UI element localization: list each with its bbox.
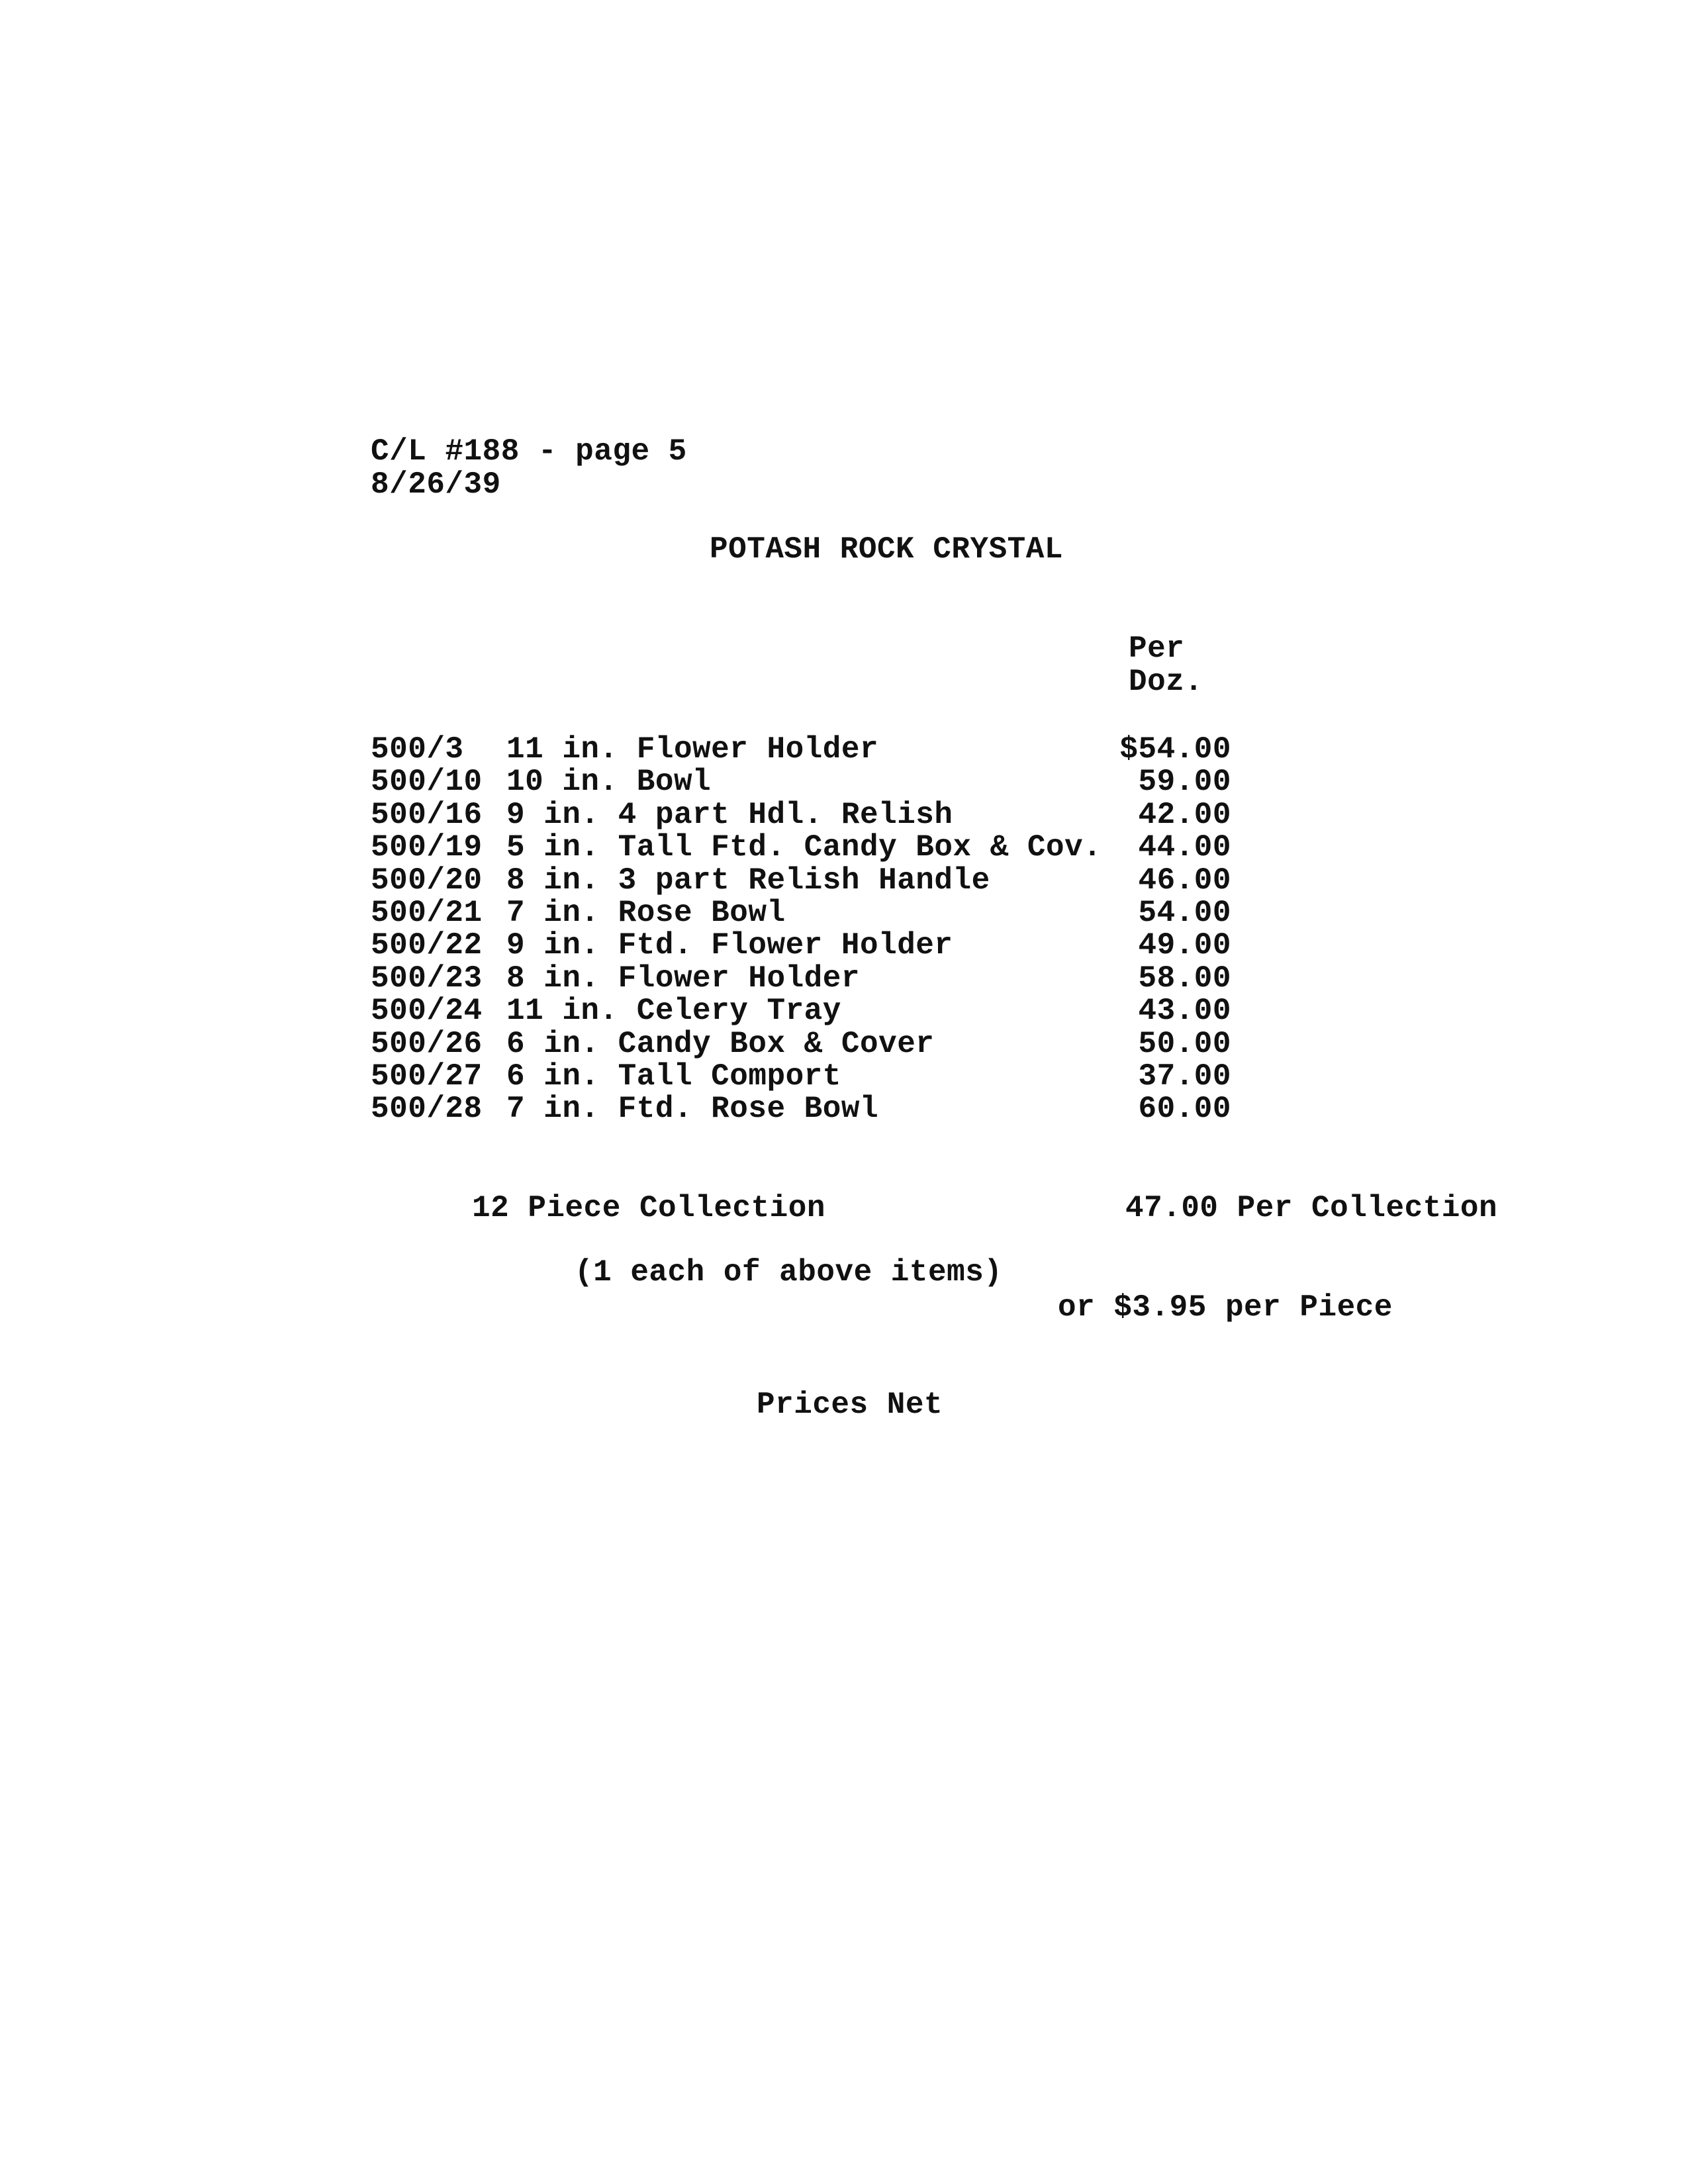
- item-price: 43.00: [1138, 994, 1231, 1029]
- list-item: [371, 1092, 1231, 1125]
- item-code: 500/26: [371, 1026, 483, 1061]
- item-price: 50.00: [1138, 1026, 1231, 1061]
- item-description: 5 in. Tall Ftd. Candy Box & Cov.: [506, 830, 1102, 865]
- collection-label: 12 Piece Collection: [472, 1191, 825, 1225]
- item-code: 500/16: [371, 797, 483, 832]
- prices-net-footer: Prices Net: [757, 1388, 943, 1422]
- item-description: 7 in. Ftd. Rose Bowl: [506, 1092, 879, 1127]
- item-code: 500/19: [371, 830, 483, 865]
- list-item: [371, 994, 1231, 1027]
- list-item: [371, 733, 1231, 765]
- item-price: 46.00: [1138, 863, 1231, 898]
- list-item: [371, 896, 1231, 929]
- item-price: 44.00: [1138, 830, 1231, 865]
- list-item: [371, 1027, 1231, 1060]
- price-column-header-line2: Doz.: [1129, 665, 1203, 699]
- item-description: 9 in. 4 part Hdl. Relish: [506, 797, 953, 832]
- list-item: [371, 798, 1231, 831]
- item-code: 500/28: [371, 1092, 483, 1127]
- item-price: 58.00: [1138, 961, 1231, 996]
- item-code: 500/24: [371, 994, 483, 1029]
- collection-note: (1 each of above items): [575, 1255, 1003, 1290]
- item-description: 7 in. Rose Bowl: [506, 895, 786, 930]
- item-description: 10 in. Bowl: [506, 765, 712, 800]
- item-description: 8 in. Flower Holder: [506, 961, 860, 996]
- item-price: 49.00: [1138, 928, 1231, 963]
- item-code: 500/21: [371, 895, 483, 930]
- list-item: [371, 1060, 1231, 1092]
- document-date: 8/26/39: [371, 467, 501, 502]
- item-code: 500/3: [371, 732, 464, 767]
- document-title: POTASH ROCK CRYSTAL: [710, 532, 1063, 567]
- item-code: 500/10: [371, 765, 483, 800]
- list-item: [371, 929, 1231, 961]
- item-code: 500/22: [371, 928, 483, 963]
- price-list: [371, 733, 1231, 1125]
- per-piece-price: or $3.95 per Piece: [1058, 1290, 1393, 1325]
- price-column-header-line1: Per: [1129, 632, 1185, 666]
- item-description: 9 in. Ftd. Flower Holder: [506, 928, 953, 963]
- item-price: 60.00: [1138, 1092, 1231, 1127]
- item-price: 37.00: [1138, 1059, 1231, 1094]
- item-description: 11 in. Flower Holder: [506, 732, 879, 767]
- collection-price: 47.00 Per Collection: [1125, 1191, 1498, 1225]
- list-item: [371, 765, 1231, 798]
- list-item: [371, 831, 1231, 863]
- item-code: 500/27: [371, 1059, 483, 1094]
- item-description: 8 in. 3 part Relish Handle: [506, 863, 990, 898]
- item-price: $54.00: [1119, 732, 1231, 767]
- item-description: 11 in. Celery Tray: [506, 994, 841, 1029]
- list-item: [371, 962, 1231, 994]
- item-code: 500/20: [371, 863, 483, 898]
- item-price: 54.00: [1138, 895, 1231, 930]
- item-price: 59.00: [1138, 765, 1231, 800]
- item-description: 6 in. Tall Comport: [506, 1059, 841, 1094]
- item-price: 42.00: [1138, 797, 1231, 832]
- list-item: [371, 864, 1231, 896]
- item-code: 500/23: [371, 961, 483, 996]
- item-description: 6 in. Candy Box & Cover: [506, 1026, 935, 1061]
- catalog-reference: C/L #188 - page 5: [371, 434, 687, 469]
